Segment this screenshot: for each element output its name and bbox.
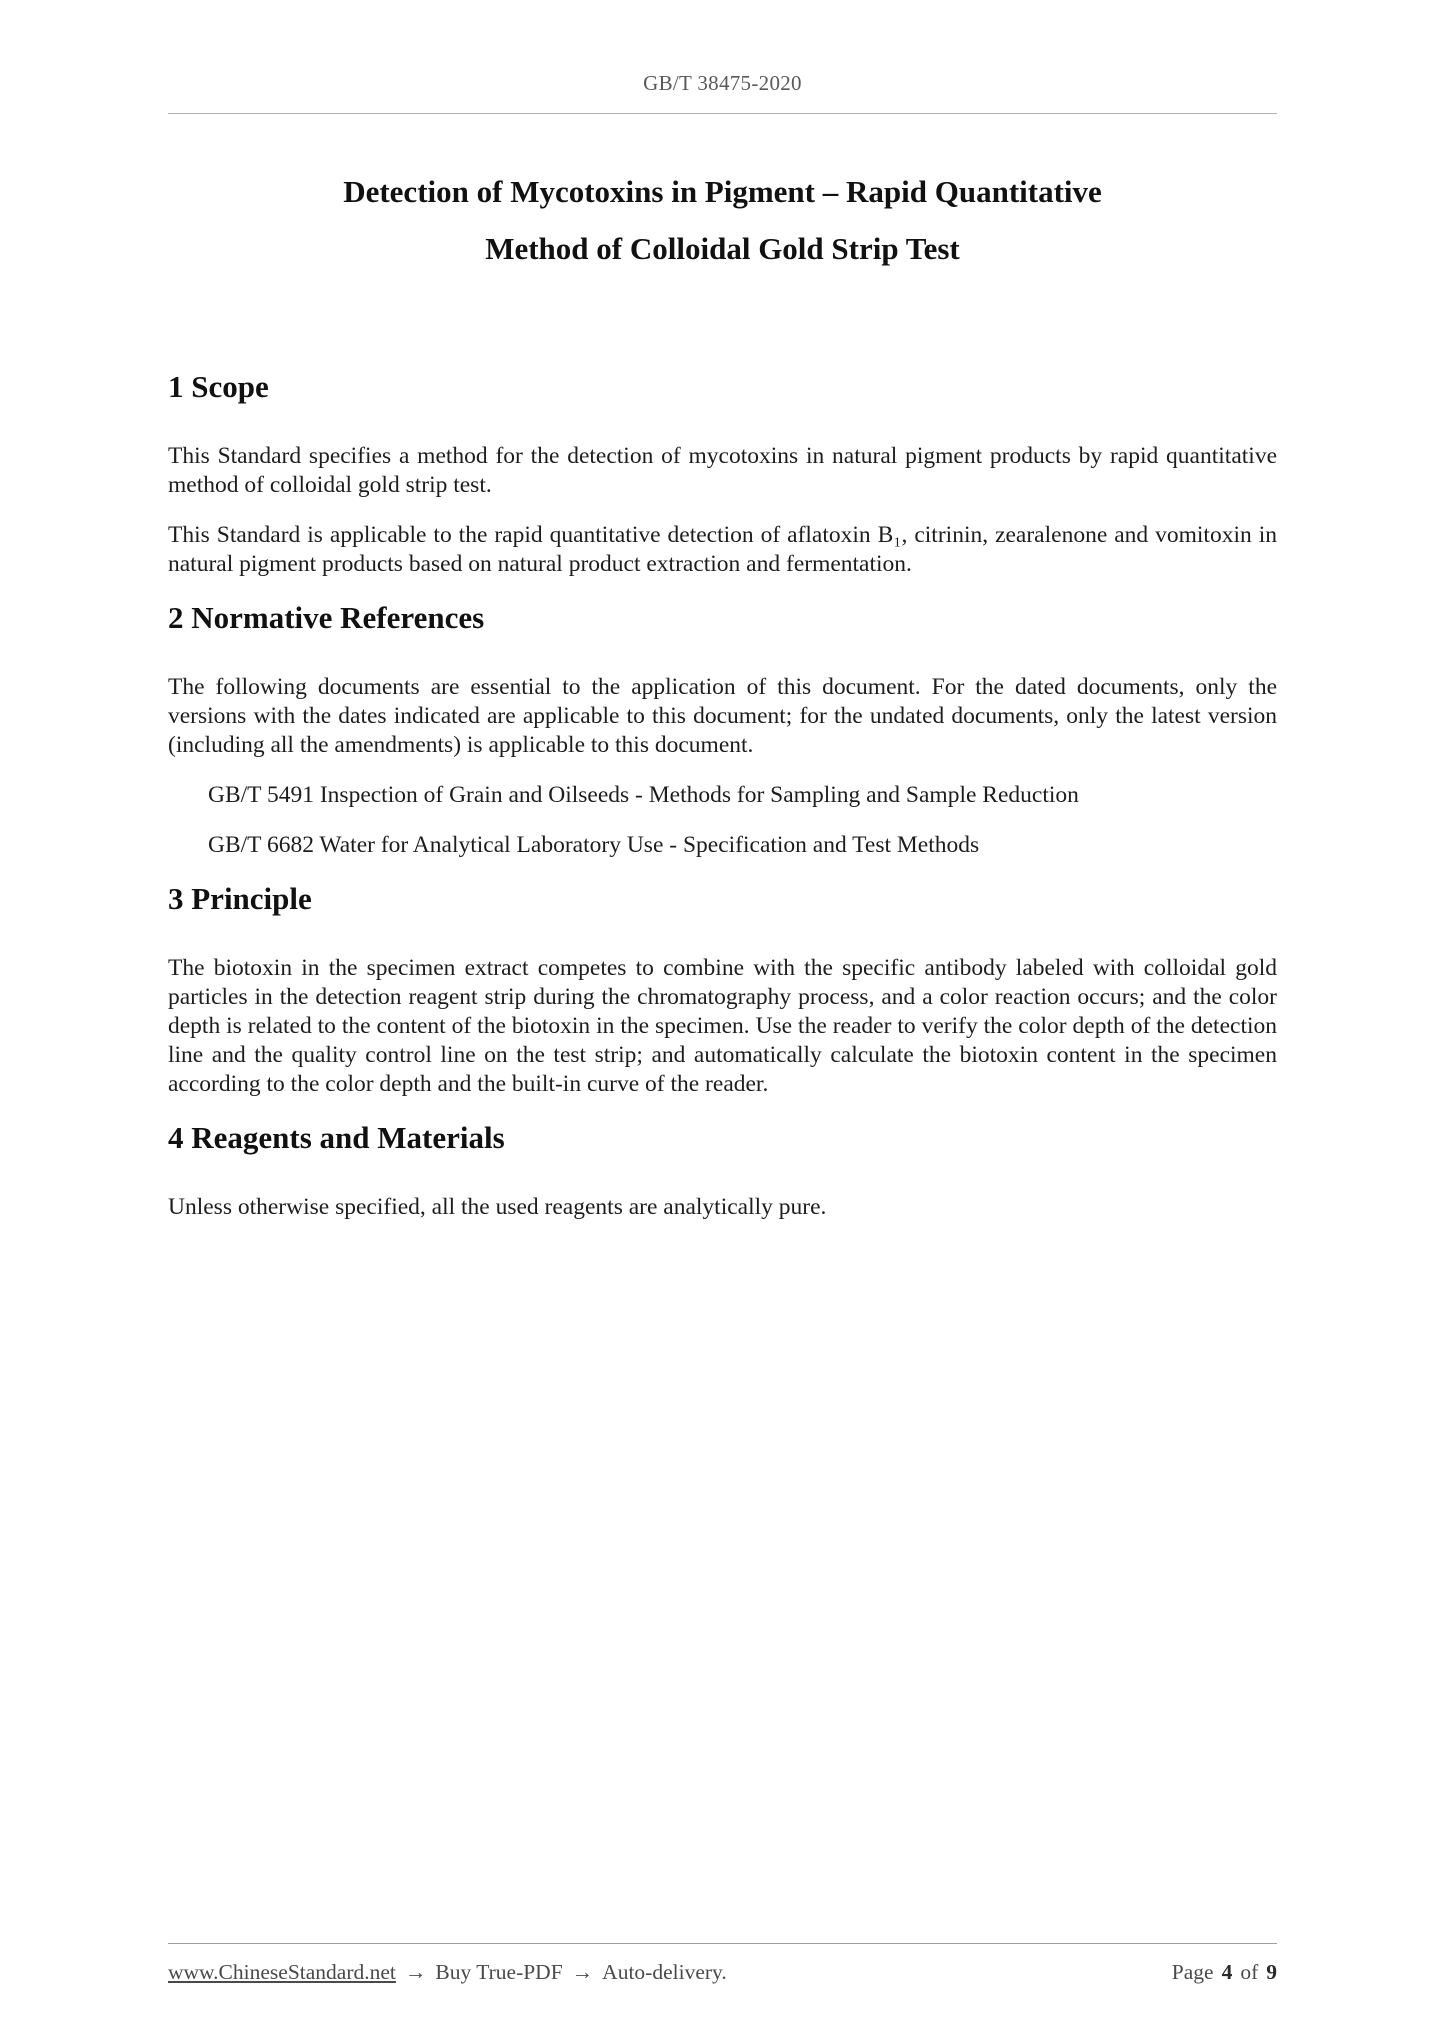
document-header <box>0 0 1445 114</box>
section-reagents-materials <box>168 1120 1277 1222</box>
section-principle-heading: 3 Principle <box>168 881 312 916</box>
section-normative-references-heading: 2 Normative References <box>168 600 485 635</box>
header-divider <box>168 113 1277 114</box>
arrow-right-icon: → <box>404 1960 427 1984</box>
scope-paragraph-2: This Standard is applicable to the rapid quantitative detection of aflatoxin B₁, citrinin, zearalenone and vomitoxin in natural pigment products based on natural product extraction and fermentation. <box>168 522 1277 577</box>
reference-item-gbt-5491: GB/T 5491 Inspection of Grain and Oilseeds - Methods for Sampling and Sample Reduction <box>208 782 1079 808</box>
page-indicator <box>1172 1960 1277 1985</box>
footer-left <box>168 1960 727 1985</box>
principle-paragraph: The biotoxin in the specimen extract competes to combine with the specific antibody labeled with colloidal gold particles in the detection reagent strip during the chromatography process, and a color reaction occurs; and the color depth is related to the content of the biotoxin in the specimen. Use the reader to verify the color depth of the detection line and the quality control line on the test strip; and automatically calculate the biotoxin content in the specimen according to the color depth and the built-in curve of the reader. <box>168 955 1277 1097</box>
scope-paragraph-1: This Standard specifies a method for the detection of mycotoxins in natural pigment products by rapid quantitative method of colloidal gold strip test. <box>168 443 1277 498</box>
document-title <box>168 163 1277 277</box>
section-normative-references <box>168 600 1277 860</box>
document-footer <box>168 1943 1277 1985</box>
footer-buy-text: Buy True-PDF <box>435 1960 563 1984</box>
section-principle <box>168 881 1277 1099</box>
reagents-materials-paragraph: Unless otherwise specified, all the used reagents are analytically pure. <box>168 1194 827 1220</box>
document-title-line2: Method of Colloidal Gold Strip Test <box>485 231 960 266</box>
normative-references-paragraph: The following documents are essential to the application of this document. For the dated documents, only the versions with the dates indicated are applicable to this document; for the undated documents, only the latest version (including all the amendments) is applicable to this document. <box>168 674 1277 758</box>
section-reagents-materials-heading: 4 Reagents and Materials <box>168 1120 505 1155</box>
current-page-number: 4 <box>1221 1960 1233 1984</box>
of-label: of <box>1240 1960 1259 1984</box>
reference-item-gbt-6682: GB/T 6682 Water for Analytical Laboratory Use - Specification and Test Methods <box>208 832 980 858</box>
header-doc-number: GB/T 38475-2020 <box>643 71 802 95</box>
document-title-line1: Detection of Mycotoxins in Pigment – Rapid Quantitative <box>343 174 1102 209</box>
total-page-number: 9 <box>1266 1960 1277 1984</box>
section-scope-heading: 1 Scope <box>168 369 269 404</box>
page-label: Page <box>1171 1960 1214 1984</box>
document-body <box>0 163 1445 1222</box>
section-scope <box>168 369 1277 579</box>
footer-site-link[interactable]: www.ChineseStandard.net <box>168 1960 396 1984</box>
arrow-right-icon: → <box>571 1960 594 1984</box>
footer-delivery-text: Auto-delivery. <box>602 1960 727 1984</box>
